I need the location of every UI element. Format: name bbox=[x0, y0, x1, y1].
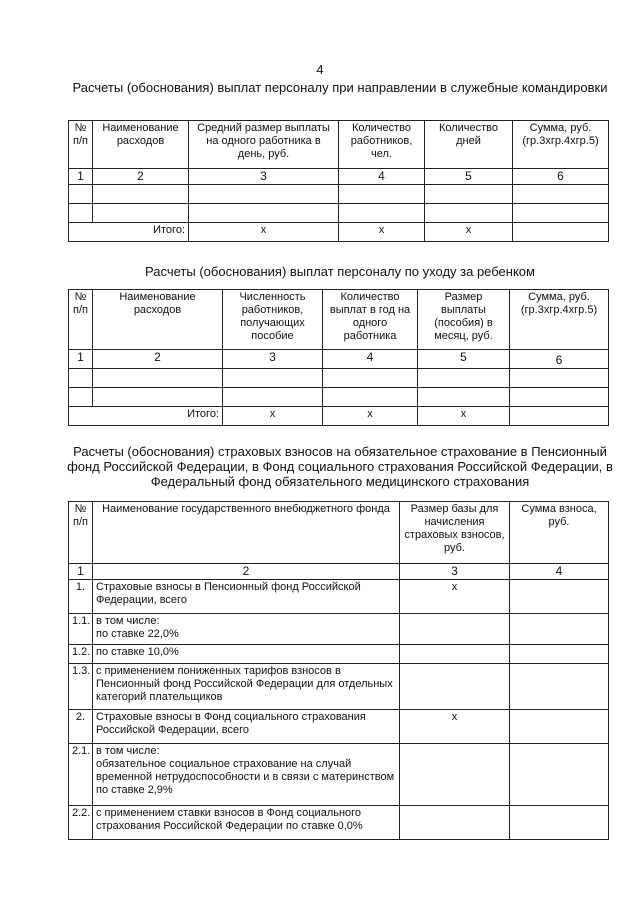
col-number: 3 bbox=[189, 169, 339, 185]
row-number: 1. bbox=[69, 580, 93, 614]
fund-name: Страховые взносы в Пенсионный фонд Российской Федерации, всего bbox=[93, 580, 400, 614]
fund-name: по ставке 10,0% bbox=[93, 645, 400, 664]
header-cell: Наименование государственного внебюджетного фонда bbox=[93, 502, 400, 564]
header-cell: № п/п bbox=[69, 121, 93, 169]
table-row bbox=[69, 204, 609, 223]
total-cell: х bbox=[339, 223, 425, 242]
empty-cell[interactable] bbox=[418, 388, 510, 407]
total-label: Итого: bbox=[69, 223, 189, 242]
total-row bbox=[69, 407, 609, 426]
empty-cell[interactable] bbox=[339, 204, 425, 223]
empty-cell[interactable] bbox=[69, 204, 93, 223]
sum-cell[interactable] bbox=[510, 806, 609, 840]
table-row bbox=[69, 580, 609, 614]
col-number: 4 bbox=[339, 169, 425, 185]
base-cell[interactable] bbox=[400, 806, 510, 840]
sum-cell[interactable] bbox=[510, 580, 609, 614]
empty-cell[interactable] bbox=[510, 369, 609, 388]
row-number: 1.2. bbox=[69, 645, 93, 664]
empty-cell[interactable] bbox=[69, 369, 93, 388]
empty-cell[interactable] bbox=[223, 388, 323, 407]
header-cell: Количество дней bbox=[425, 121, 513, 169]
insurance-contributions-table bbox=[68, 501, 609, 840]
business-trip-table bbox=[68, 120, 609, 242]
section3-title: Расчеты (обоснования) страховых взносов на обязательное страхование в Пенсионный фонд Российской Федерации, в Фонд социального страхования Российской Федерации, в Федеральный фонд обязательного медицинского страхования bbox=[67, 444, 613, 489]
header-cell: Наименование расходов bbox=[93, 121, 189, 169]
sum-cell[interactable] bbox=[510, 614, 609, 645]
col-number: 3 bbox=[223, 350, 323, 369]
header-cell: Сумма взноса, руб. bbox=[510, 502, 609, 564]
total-cell: х bbox=[323, 407, 418, 426]
col-number: 1 bbox=[69, 564, 93, 580]
total-sum-cell[interactable] bbox=[510, 407, 609, 426]
section1-title: Расчеты (обоснования) выплат персоналу при направлении в служебные командировки bbox=[72, 80, 608, 95]
empty-cell[interactable] bbox=[513, 204, 609, 223]
empty-cell[interactable] bbox=[513, 185, 609, 204]
col-number: 5 bbox=[418, 350, 510, 369]
empty-cell[interactable] bbox=[93, 185, 189, 204]
empty-cell[interactable] bbox=[223, 369, 323, 388]
empty-cell[interactable] bbox=[189, 204, 339, 223]
total-cell: х bbox=[418, 407, 510, 426]
table-row bbox=[69, 614, 609, 645]
fund-name: в том числе: по ставке 22,0% bbox=[93, 614, 400, 645]
empty-cell[interactable] bbox=[93, 204, 189, 223]
col-number: 6 bbox=[513, 169, 609, 185]
childcare-table bbox=[68, 289, 609, 426]
col-number: 2 bbox=[93, 564, 400, 580]
col-number: 5 bbox=[425, 169, 513, 185]
row-number: 2.2. bbox=[69, 806, 93, 840]
empty-cell[interactable] bbox=[69, 185, 93, 204]
total-cell: х bbox=[223, 407, 323, 426]
table-row bbox=[69, 645, 609, 664]
empty-cell[interactable] bbox=[69, 388, 93, 407]
header-cell: Сумма, руб. (гр.3хгр.4хгр.5) bbox=[513, 121, 609, 169]
col-number: 1 bbox=[69, 169, 93, 185]
base-cell[interactable] bbox=[400, 614, 510, 645]
base-cell[interactable] bbox=[400, 664, 510, 710]
col-number: 4 bbox=[323, 350, 418, 369]
base-cell[interactable]: х bbox=[400, 710, 510, 744]
fund-name: Страховые взносы в Фонд социального страхования Российской Федерации, всего bbox=[93, 710, 400, 744]
fund-name: в том числе: обязательное социальное страхование на случай временной нетрудоспособности и в связи с материнством по ставке 2,9% bbox=[93, 744, 400, 806]
total-label: Итого: bbox=[69, 407, 223, 426]
empty-cell[interactable] bbox=[323, 369, 418, 388]
row-number: 1.3. bbox=[69, 664, 93, 710]
header-cell: Численность работников, получающих пособие bbox=[223, 290, 323, 350]
col-number: 1 bbox=[69, 350, 93, 369]
row-number: 1.1. bbox=[69, 614, 93, 645]
header-cell: Размер выплаты (пособия) в месяц, руб. bbox=[418, 290, 510, 350]
col-number: 6 bbox=[510, 350, 609, 369]
total-row bbox=[69, 223, 609, 242]
empty-cell[interactable] bbox=[339, 185, 425, 204]
base-cell[interactable]: х bbox=[400, 580, 510, 614]
total-cell: х bbox=[189, 223, 339, 242]
header-cell: Количество выплат в год на одного работника bbox=[323, 290, 418, 350]
empty-cell[interactable] bbox=[425, 185, 513, 204]
sum-cell[interactable] bbox=[510, 645, 609, 664]
base-cell[interactable] bbox=[400, 744, 510, 806]
table-row bbox=[69, 369, 609, 388]
header-cell: Сумма, руб. (гр.3хгр.4хгр.5) bbox=[510, 290, 609, 350]
page-number: 4 bbox=[316, 62, 324, 77]
table-row bbox=[69, 185, 609, 204]
col-number: 2 bbox=[93, 350, 223, 369]
sum-cell[interactable] bbox=[510, 710, 609, 744]
total-sum-cell[interactable] bbox=[513, 223, 609, 242]
fund-name: с применением пониженных тарифов взносов в Пенсионный фонд Российской Федерации для отдельных категорий плательщиков bbox=[93, 664, 400, 710]
fund-name: с применением ставки взносов в Фонд социального страхования Российской Федерации по ставке 0,0% bbox=[93, 806, 400, 840]
total-cell: х bbox=[425, 223, 513, 242]
table-row bbox=[69, 388, 609, 407]
header-cell: Количество работников, чел. bbox=[339, 121, 425, 169]
sum-cell[interactable] bbox=[510, 664, 609, 710]
sum-cell[interactable] bbox=[510, 744, 609, 806]
section2-title: Расчеты (обоснования) выплат персоналу по уходу за ребенком bbox=[145, 264, 535, 279]
header-cell: № п/п bbox=[69, 290, 93, 350]
table-row bbox=[69, 710, 609, 744]
col-number: 4 bbox=[510, 564, 609, 580]
empty-cell[interactable] bbox=[189, 185, 339, 204]
header-cell: Средний размер выплаты на одного работника в день, руб. bbox=[189, 121, 339, 169]
table-row bbox=[69, 744, 609, 806]
table-row bbox=[69, 664, 609, 710]
col-number: 3 bbox=[400, 564, 510, 580]
header-cell: Размер базы для начисления страховых взносов, руб. bbox=[400, 502, 510, 564]
empty-cell[interactable] bbox=[418, 369, 510, 388]
empty-cell[interactable] bbox=[93, 388, 223, 407]
row-number: 2.1. bbox=[69, 744, 93, 806]
header-cell: Наименование расходов bbox=[93, 290, 223, 350]
table-row bbox=[69, 806, 609, 840]
base-cell[interactable] bbox=[400, 645, 510, 664]
empty-cell[interactable] bbox=[323, 388, 418, 407]
row-number: 2. bbox=[69, 710, 93, 744]
empty-cell[interactable] bbox=[93, 369, 223, 388]
header-cell: № п/п bbox=[69, 502, 93, 564]
empty-cell[interactable] bbox=[425, 204, 513, 223]
empty-cell[interactable] bbox=[510, 388, 609, 407]
col-number: 2 bbox=[93, 169, 189, 185]
